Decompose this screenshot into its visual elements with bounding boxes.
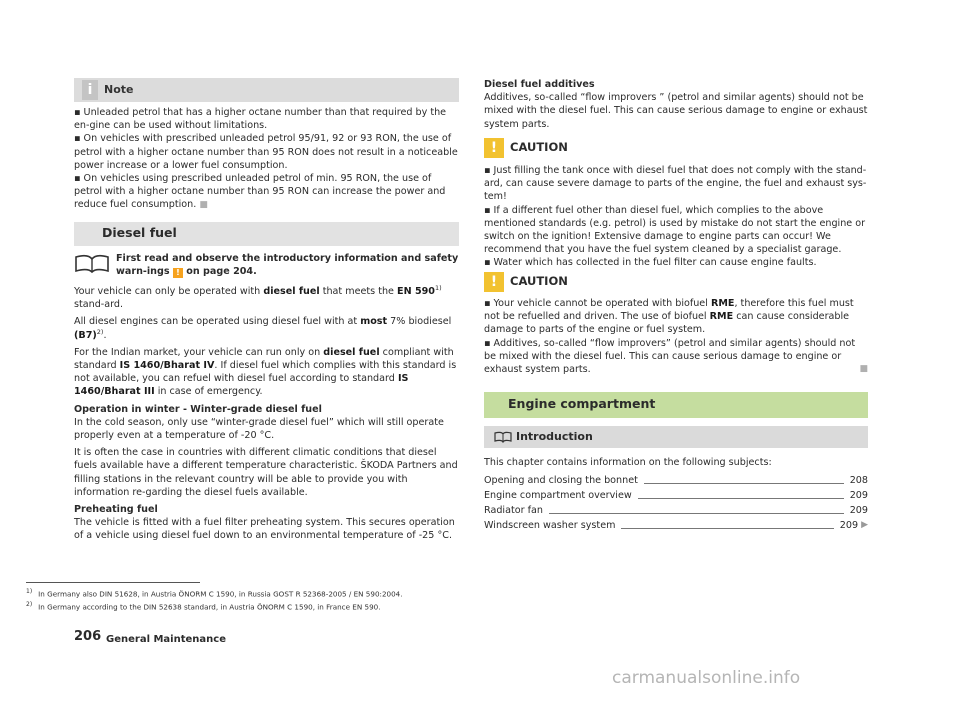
subheading: Operation in winter - Winter-grade diesel fuel xyxy=(74,403,322,415)
caution-header xyxy=(484,138,868,158)
caution-item: ▪ If a different fuel other than diesel fuel, which complies to the above mentioned standards (e.g. petrol) is used by mistake do not start the engine or switch on the ignition! Extensive damage to engine parts can occur! We recommend that you have the fuel system cleaned by a specialist garage. xyxy=(484,204,866,256)
paragraph: All diesel engines can be operated using diesel fuel with at most 7% biodiesel $(B7)^{2)}$. xyxy=(74,316,452,341)
book-icon xyxy=(74,254,110,274)
table-of-contents xyxy=(484,472,868,532)
caution-icon: ! xyxy=(484,272,504,292)
paragraph: For the Indian market, your vehicle can run only on diesel fuel compliant with standard IS 1460/Bharat IV. If diesel fuel which complies with this standard is not available, you can refuel with diesel fuel according to standard IS 1460/Bharat III in case of emergency. xyxy=(74,346,457,398)
diesel-fuel-content xyxy=(74,252,459,543)
intro-reference xyxy=(74,252,459,280)
subheading: Diesel fuel additives xyxy=(484,79,595,90)
footnote-ref[interactable]: 1) xyxy=(434,283,442,292)
caution-item: ▪ Your vehicle cannot be operated with biofuel RME, therefore this fuel must not be refuelled and driven. The use of biofuel RME can cause considerable damage to parts of the engine or fuel system. xyxy=(484,298,854,336)
footnote: $^{2)}$ In Germany according to the DIN 52638 standard, in Austria ÖNORM C 1590, in France EN 590. xyxy=(26,601,381,612)
info-icon: i xyxy=(82,80,98,100)
caution-title: CAUTION xyxy=(510,140,568,154)
intro-text: This chapter contains information on the following subjects: xyxy=(484,457,772,468)
note-item: ▪ On vehicles with prescribed unleaded petrol 95/91, 92 or 93 RON, the use of petrol with a higher octane number than 95 RON does not result in a noticeable power increase or a lower fuel consumption. xyxy=(74,133,458,171)
subheading: Preheating fuel xyxy=(74,504,158,516)
note-item: ▪ On vehicles using prescribed unleaded petrol of min. 95 RON, the use of petrol with a higher octane number than 95 RON can increase the power and reduce fuel consumption. ■ xyxy=(74,173,446,211)
toc-row[interactable]: Radiator fan 209 xyxy=(484,504,868,516)
introduction-title: Introduction xyxy=(516,430,593,443)
intro-page-link[interactable]: on page 204. xyxy=(186,266,257,278)
end-mark-icon: ■ xyxy=(859,364,868,375)
toc-row[interactable]: Engine compartment overview 209 xyxy=(484,489,868,501)
note-item: ▪ Unleaded petrol that has a higher octane number than that required by the en-gine can be used without limitations. xyxy=(74,107,447,132)
toc-row[interactable]: Windscreen washer system 209 ▶ xyxy=(484,519,868,531)
footnote-ref[interactable]: 2) xyxy=(96,327,104,336)
diesel-fuel-header xyxy=(74,222,459,246)
footnote-divider xyxy=(26,582,200,583)
caution-item: ▪ Water which has collected in the fuel filter can cause engine faults. xyxy=(484,257,817,269)
note-body xyxy=(74,106,459,213)
paragraph: It is often the case in countries with different climatic conditions that diesel fuels available have a different temperature characteristic. ŠKODA Partners and filling stations in the relevant country will be able to provide you with information re-garding the diesel fuels available. xyxy=(74,447,458,498)
caution-title: CAUTION xyxy=(510,274,568,288)
page-number: 206 xyxy=(74,629,102,644)
watermark: carmanualsonline.info xyxy=(612,668,801,688)
caution-body xyxy=(484,164,868,270)
introduction-header xyxy=(484,426,868,448)
paragraph: In the cold season, only use “winter-grade diesel fuel” which will still operate properly even at a temperature of -20 °C. xyxy=(74,416,444,442)
caution-icon: ! xyxy=(484,138,504,158)
section-title: Diesel fuel xyxy=(102,225,177,240)
additives-block xyxy=(484,78,868,131)
warning-icon: ! xyxy=(173,268,183,278)
book-icon xyxy=(494,431,512,443)
footnote: $^{1)}$ In Germany also DIN 51628, in Austria ÖNORM C 1590, in Russia GOST R 52368-2005 / EN 590:2004. xyxy=(26,588,403,599)
note-header xyxy=(74,78,459,102)
engine-compartment-header xyxy=(484,392,868,418)
section-title: Engine compartment xyxy=(508,396,656,411)
footnotes xyxy=(26,586,726,613)
page-section: General Maintenance xyxy=(106,634,226,645)
paragraph: Additives, so-called “flow improvers ” (petrol and similar agents) should not be mixed with the diesel fuel. This can cause serious damage to engine or exhaust system parts. xyxy=(484,92,868,130)
caution-body xyxy=(484,297,868,376)
paragraph: The vehicle is fitted with a fuel filter preheating system. This secures operation of a vehicle using diesel fuel down to an environmental temperature of -25 °C. xyxy=(74,517,455,542)
continue-arrow-icon: ▶ xyxy=(861,519,868,530)
note-title: Note xyxy=(104,83,134,96)
paragraph: Your vehicle can only be operated with diesel fuel that meets the EN 590$^{1)}$ stand-ard. xyxy=(74,283,442,311)
caution-item: ▪ Additives, so-called “flow improvers” (petrol and similar agents) should not be mixed with the diesel fuel. This can cause serious damage to engine or exhaust system parts. ■ xyxy=(484,337,868,376)
intro-text: First read and observe the introductory information and safety warn-ings xyxy=(116,253,459,278)
caution-header xyxy=(484,272,868,292)
toc-row[interactable]: Opening and closing the bonnet 208 xyxy=(484,474,868,486)
caution-item: ▪ Just filling the tank once with diesel fuel that does not comply with the stand-ard, can cause severe damage to parts of the engine, the fuel and exhaust sys-tem! xyxy=(484,165,867,203)
end-mark-icon: ■ xyxy=(199,200,208,211)
